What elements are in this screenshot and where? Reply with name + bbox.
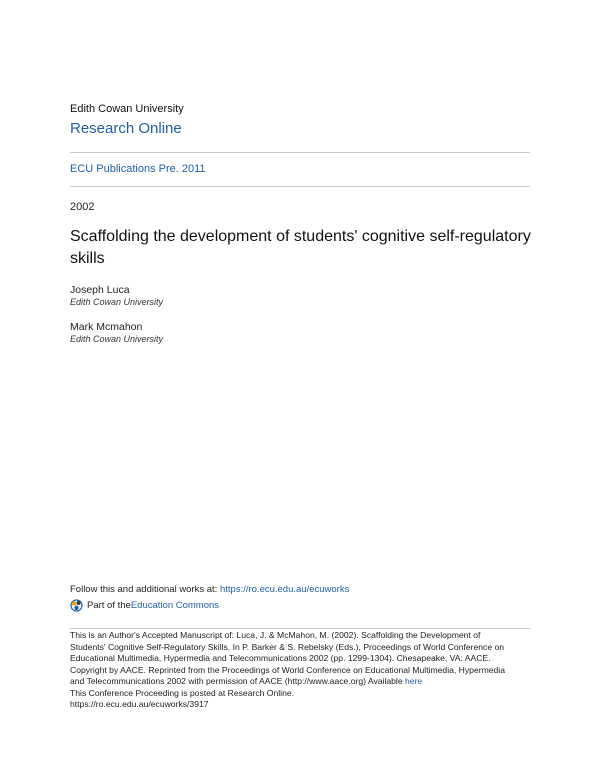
part-of-line: [70, 599, 219, 612]
paper-title: Scaffolding the development of students' cognitive self-regulatory skills: [70, 228, 531, 267]
author-affiliation: Edith Cowan University: [70, 297, 164, 307]
notice-line-with-link: [70, 676, 532, 688]
notice-line: This is an Author's Accepted Manuscript of: Luca, J. & McMahon, M. (2002). Scaffolding the Development of: [70, 630, 481, 640]
header-divider: [70, 152, 530, 153]
publication-year: 2002: [70, 201, 95, 213]
series-divider: [70, 186, 530, 187]
follow-line: [70, 584, 349, 595]
notice-line: and Telecommunications 2002 with permission of AACE (http://www.aace.org) Available: [70, 676, 406, 686]
notice-line: Copyright by AACE. Reprinted from the Proceedings of World Conference on Educational Multimedia, Hypermedia: [70, 664, 505, 675]
here-link[interactable]: here: [405, 676, 423, 686]
repository-link[interactable]: Research Online: [70, 120, 182, 137]
notice-line: Educational Multimedia, Hypermedia and Telecommunications 2002 (pp. 1299-1304). Chesapeake, VA: AACE.: [70, 653, 491, 663]
author-name: Joseph Luca: [70, 284, 130, 296]
part-of-text: Part of the: [87, 600, 131, 611]
network-commons-icon: [70, 599, 83, 612]
author-affiliation: Edith Cowan University: [70, 334, 164, 344]
citation-notice: [70, 630, 532, 711]
university-name: Edith Cowan University: [70, 103, 184, 115]
notice-line: This Conference Proceeding is posted at Research Online.: [70, 687, 295, 698]
education-commons-link[interactable]: Education Commons: [130, 600, 220, 611]
follow-text: Follow this and additional works at:: [70, 584, 220, 595]
series-link[interactable]: ECU Publications Pre. 2011: [70, 163, 206, 175]
footer-divider: [70, 628, 530, 629]
notice-line: Students' Cognitive Self-Regulatory Skills. In P. Barker & S. Rebelsky (Eds.), Proceedings of World Conference on: [70, 641, 505, 652]
ecuworks-link[interactable]: https://ro.ecu.edu.au/ecuworks: [219, 584, 350, 595]
notice-line: https://ro.ecu.edu.au/ecuworks/3917: [70, 699, 209, 709]
author-name: Mark Mcmahon: [70, 321, 143, 333]
